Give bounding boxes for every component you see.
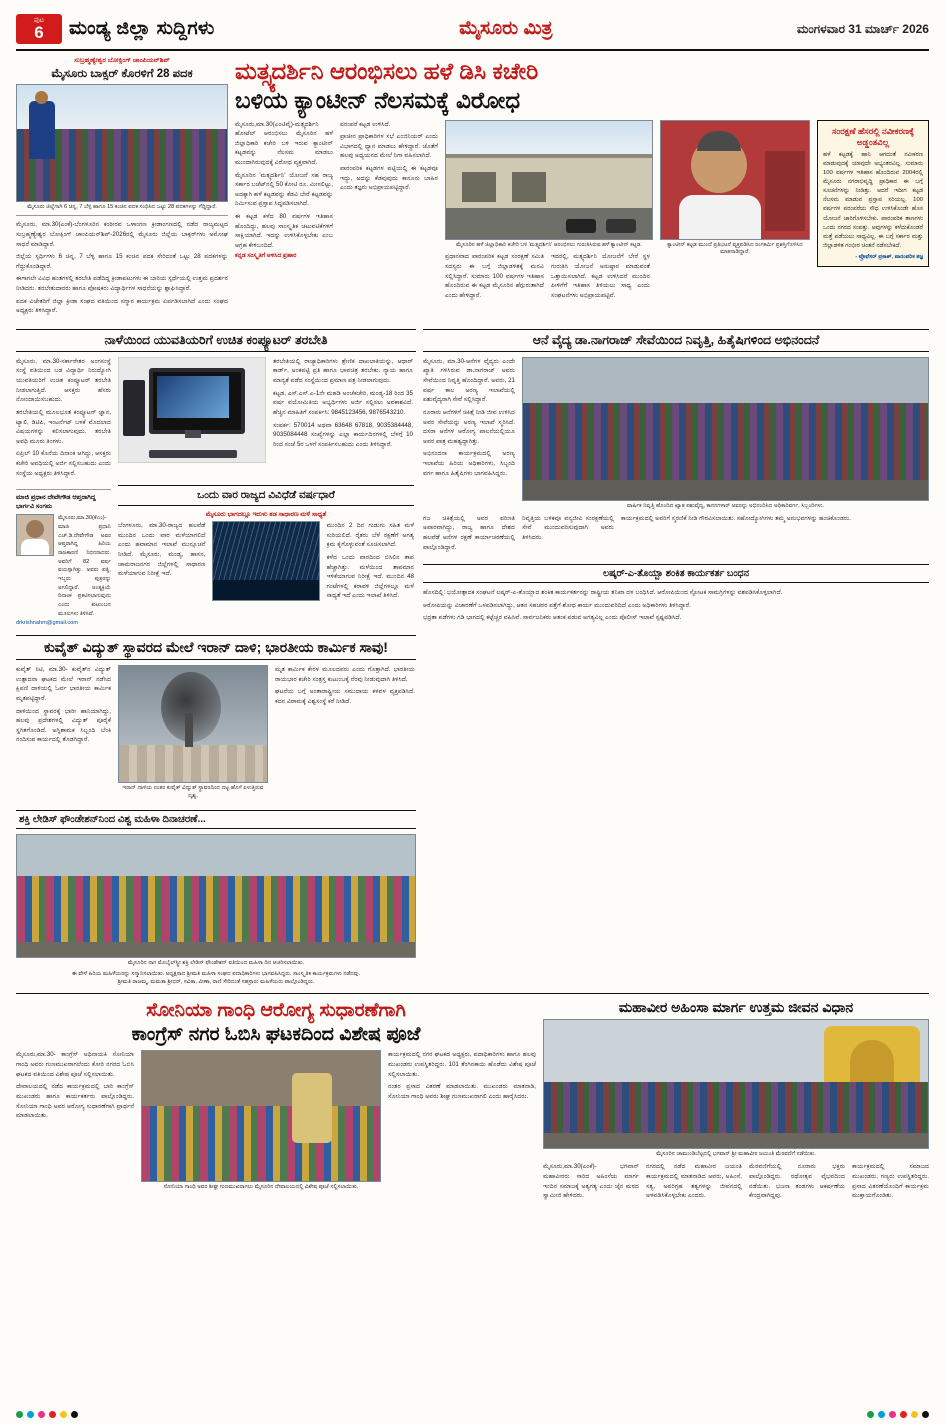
color-dots-right (867, 1411, 929, 1418)
band1-headers (16, 324, 929, 357)
registration-dot (922, 1411, 929, 1418)
lashkar-title: ಲಷ್ಕರ್-ಎ-ತೊಯ್ಬಾ ಶಂಕಿತ ಕಾರ್ಯಕರ್ತ ಬಂಧನ (423, 564, 929, 583)
registration-dot (16, 1411, 23, 1418)
lashkar-story (423, 559, 929, 626)
sonia-title-1: ಸೋನಿಯಾ ಗಾಂಧಿ ಆರೋಗ್ಯ ಸುಧಾರಣೆಗಾಗಿ (146, 999, 406, 1021)
rain-col-1: ಬೆಂಗಳೂರು, ಮಾ.30-ರಾಜ್ಯದ ಹಲವೆಡೆ ಮುಂದಿನ ಒಂದು ವಾರ ಮಳೆಯಾಗಲಿದೆ ಎಂದು ಹವಾಮಾನ ಇಲಾಖೆ ಮುನ್ಸೂಚನೆ ನೀಡಿದೆ. ಮೈಸೂರು, ಮಂಡ್ಯ, ಹಾಸನ, ಚಾಮರಾಜನಗರ ಜಿಲ್ಲೆಗಳಲ್ಲಿ ಸಾಧಾರಣ ಮಳೆಯಾಗುವ ನಿರೀಕ್ಷೆ ಇದೆ. (118, 522, 206, 578)
obituary-block (16, 485, 111, 626)
registration-dot (27, 1411, 34, 1418)
main-story-columns (235, 120, 929, 304)
lead-body: ಮೈಸೂರು, ಮಾ.30(ಎಂಕೆ)-ಬೆಂಗಳೂರಿನ ಕಂಠೀರವ ಒಳಾಂಗಣ ಕ್ರೀಡಾಂಗಣದಲ್ಲಿ ನಡೆದ ರಾಜ್ಯಮಟ್ಟದ ಸುಬ್ರಹ್ಮಣ್ಯೇಶ್ವರ ಬೋಕ್ಸಿಂಗ್ ಚಾಂಪಿಯನ್‌ಶಿಪ್-2026ರಲ್ಲಿ ಮೈಸೂರು ಜಿಲ್ಲೆಯ ಬಾಕ್ಸರ್‌ಗಳು ಅಮೋಘ ಸಾಧನೆ ಮಾಡಿದ್ದಾರೆ. ಜಿಲ್ಲೆಯ ಸ್ಪರ್ಧಿಗಳು 6 ಚಿನ್ನ, 7 ಬೆಳ್ಳಿ ಹಾಗೂ 15 ಕಂಚಿನ ಪದಕ ಸೇರಿದಂತೆ ಒಟ್ಟು 28 ಪದಕಗಳನ್ನು ಗೆದ್ದುಕೊಂಡಿದ್ದಾರೆ. ಈಗಾಗಲೇ ವಿವಿಧ ಹಂತಗಳಲ್ಲಿ ತರಬೇತಿ ಪಡೆದಿದ್ದ ಕ್ರೀಡಾಪಟುಗಳು ಈ ಬಾರಿಯ ಸ್ಪರ್ಧೆಯಲ್ಲಿ ಉತ್ತಮ ಪ್ರದರ್ಶನ ನೀಡಿದರು. ತರಬೇತುದಾರರು ಹಾಗೂ ಪೋಷಕರು ವಿದ್ಯಾರ್ಥಿಗಳ ಸಾಧನೆಯನ್ನು ಶ್ಲಾಘಿಸಿದ್ದಾರೆ. ಪದಕ ವಿಜೇತರಿಗೆ ಜಿಲ್ಲಾ ಕ್ರೀಡಾ ಸಂಘದ ವತಿಯಿಂದ ಸನ್ಮಾನ ಕಾರ್ಯಕ್ರಮ ಏರ್ಪಡಿಸಲಾಗಿದೆ ಎಂದು ಸಂಘದ ಅಧ್ಯಕ್ಷರು ತಿಳಿಸಿದ್ದಾರೆ. (16, 221, 228, 315)
main-col-4: ಇದರಲ್ಲಿ, ಮತ್ಸ್ಯದರ್ಶಿನಿ ಯೋಜನೆಗೆ ಬೇರೆ ಸ್ಥಳ ಗುರುತಿಸಿ ಯೋಜನೆ ಅನುಷ್ಠಾನ ಮಾಡುವಂತೆ ಒತ್ತಾಯಿಸಲಾಗಿದೆ. ಕಟ್ಟಡ ಉಳಿಸಿದರೆ ಮುಂದಿನ ಪೀಳಿಗೆಗೆ ಇತಿಹಾಸ ತಿಳಿಯಲು ಸಾಧ್ಯ ಎಂದು ಸಂಘಟನೆಗಳು ಅಭಿಪ್ರಾಯಪಟ್ಟಿವೆ. (551, 253, 650, 299)
masthead-left (16, 14, 215, 44)
kuwait-photo-block (118, 665, 268, 801)
registration-dot (71, 1411, 78, 1418)
kuwait-story (16, 630, 416, 801)
lead-kicker: ಸುಬ್ರಹ್ಮಣ್ಯೇಶ್ವರ ಬೋಕ್ಸಿಂಗ್ ಚಾಂಪಿಯನ್‌ಶಿಪ್ (74, 57, 170, 64)
rain-story (118, 485, 414, 626)
kuwait-photo-caption: ಇರಾನ್ ದಾಳಿಯ ನಂತರ ಕುವೈತ್ ವಿದ್ಯುತ್ ಸ್ಥಾವರದಿಂದ ದಟ್ಟ ಹೊಗೆ ಏಳುತ್ತಿರುವ ದೃಶ್ಯ. (122, 785, 264, 800)
registration-dot (38, 1411, 45, 1418)
kuwait-col-1: ಕುವೈತ್ ಸಿಟಿ, ಮಾ.30- ಕುವೈತ್‌ನ ವಿದ್ಯುತ್ ಉತ್ಪಾದನಾ ಘಟಕದ ಮೇಲೆ ಇರಾನ್ ನಡೆಸಿದ ಕ್ಷಿಪಣಿ ದಾಳಿಯಲ್ಲಿ ಓರ್ವ ಭಾರತೀಯ ಕಾರ್ಮಿಕ ಮೃತಪಟ್ಟಿದ್ದಾರೆ. ದಾಳಿಯಿಂದ ಸ್ಥಾವರಕ್ಕೆ ಭಾರೀ ಹಾನಿಯಾಗಿದ್ದು, ಹಲವು ಪ್ರದೇಶಗಳಲ್ಲಿ ವಿದ್ಯುತ್ ಪೂರೈಕೆ ಸ್ಥಗಿತಗೊಂಡಿದೆ. ಅಗ್ನಿಶಾಮಕ ಸಿಬ್ಬಂದಿ ಬೆಂಕಿ ನಂದಿಸುವ ಕಾರ್ಯದಲ್ಲಿ ತೊಡಗಿದ್ದಾರೆ. (16, 666, 111, 744)
registration-dot (878, 1411, 885, 1418)
sidebar-body: ಹಳೆ ಕಟ್ಟಡಕ್ಕೆ ಹಾನಿ ಆಗದಂತೆ ನವೀಕರಣ ಮಾಡುವುದಕ್ಕೆ ಯಾವುದೇ ಅಭ್ಯಂತರವಿಲ್ಲ. ಸುಮಾರು 100 ವರ್ಷಗಳ ಇತಿಹಾಸ ಹೊಂದಿರುವ 2004ರಲ್ಲಿ ಮೈಸೂರು ನಗರಾಭಿವೃದ್ಧಿ ಪ್ರಾಧಿಕಾರ ಈ ಬಗ್ಗೆ ಸೂಚನೆಗಳನ್ನು ನೀಡಿತ್ತು. ಆದರೆ ಇದೀಗ ಕಟ್ಟಡ ನೆಲಸಮ ಮಾಡುವ ಪ್ರಸ್ತಾಪ ಸರಿಯಲ್ಲ. 100 ವರ್ಷಗಳ ಪರಂಪರೆಯ ಸೌಧ ಉಳಿಸಿಕೊಂಡೇ ಹೊಸ ಯೋಜನೆ ಜಾರಿಗೊಳಿಸಬೇಕು. ಪಾರಂಪರಿಕ ತಾಣಗಳು ಒಂದು ನಗರದ ಸಂಪತ್ತು. ಅವುಗಳನ್ನು ಕಳೆದುಕೊಂಡರೆ ಮತ್ತೆ ಪಡೆಯಲು ಸಾಧ್ಯವಿಲ್ಲ. ಈ ಬಗ್ಗೆ ಸರ್ಕಾರ ಮತ್ತು ಜಿಲ್ಲಾಡಳಿತ ಗಂಭೀರ ಚಿಂತನೆ ನಡೆಸಬೇಕಿದೆ. (823, 151, 923, 249)
mahaveer-caption: ಮೈಸೂರಿನ ಚಾಮುಂಡಿಬೆಟ್ಟದಲ್ಲಿ ಭಗವಾನ್ ಶ್ರೀ ಮಹಾವೀರ ಜಯಂತಿ ಮೆರವಣಿಗೆ ನಡೆಯಿತು. (656, 1151, 816, 1158)
sonia-caption: ಸೋನಿಯಾ ಗಾಂಧಿ ಅವರ ಶೀಘ್ರ ಗುಣಮುಖರಾಗಲು ಮೈಸೂರಿನ ದೇವಾಲಯದಲ್ಲಿ ವಿಶೇಷ ಪೂಜೆ ಸಲ್ಲಿಸಲಾಯಿತು. (163, 1184, 359, 1191)
sonia-col-2: ಕಾರ್ಯಕ್ರಮದಲ್ಲಿ ನಗರ ಘಟಕದ ಅಧ್ಯಕ್ಷರು, ಪದಾಧಿಕಾರಿಗಳು ಹಾಗೂ ಹಲವು ಮುಖಂಡರು ಉಪಸ್ಥಿತರಿದ್ದರು. 101 ತೆಂಗಿನಕಾಯಿ ಹೊಡೆದು ವಿಶೇಷ ಪೂಜೆ ಸಲ್ಲಿಸಲಾಯಿತು. ನಂತರ ಪ್ರಸಾದ ವಿತರಣೆ ಮಾಡಲಾಯಿತು. ಮುಖಂಡರು ಮಾತನಾಡಿ, ಸೋನಿಯಾ ಗಾಂಧಿ ಅವರು ಶೀಘ್ರ ಗುಣಮುಖರಾಗಲಿ ಎಂದು ಹಾರೈಸಿದರು. (388, 1051, 536, 1100)
main-headline-2: ಬಳಿಯ ಕ್ಯಾಂಟೀನ್ ನೆಲಸಮಕ್ಕೆ ವಿರೋಧ (235, 86, 521, 113)
main-right-block (660, 120, 810, 304)
sidebar-title: ಸಂರಕ್ಷಣೆ ಹೆಸರಲ್ಲಿ ನವೀಕರಣಕ್ಕೆ ಅಡ್ಡಂತವಿಲ್ಲ (832, 125, 914, 147)
computer-col-1: ಮೈಸೂರು, ಮಾ.30-ಸರ್ಕಾರೇತರ ಅಂಗಸಂಸ್ಥೆ ಸಂಸ್ಥೆ ವತಿಯಿಂದ ಬಡ ವಿದ್ಯಾರ್ಥಿ ನಿರುದ್ಯೋಗಿ ಯುವತಿಯರಿಗೆ ಉಚಿತ ಕಂಪ್ಯೂಟರ್ ತರಬೇತಿ ನೀಡಲಾಗುತ್ತಿದೆ. ಆಸಕ್ತರು ಹೆಸರು ನೋಂದಾಯಿಸಬಹುದು. ತರಬೇತಿಯಲ್ಲಿ ಮೂಲಭೂತ ಕಂಪ್ಯೂಟರ್ ಜ್ಞಾನ, ಟ್ಯಾಲಿ, ಡಿಟಿಪಿ, ಇಂಟರ್ನೆಟ್ ಬಳಕೆ ಮೊದಲಾದ ವಿಷಯಗಳನ್ನು ಕಲಿಸಲಾಗುವುದು. ತರಬೇತಿ ಅವಧಿ ಮೂರು ತಿಂಗಳು. ಏಪ್ರಿಲ್ 10 ಕೊನೆಯ ದಿನಾಂಕ ಆಗಿದ್ದು, ಆಸಕ್ತರು ಕಚೇರಿ ಅವಧಿಯಲ್ಲಿ ಅರ್ಜಿ ಸಲ್ಲಿಸಬಹುದು ಎಂದು ಸಂಸ್ಥೆಯ ಅಧ್ಯಕ್ಷರು ತಿಳಿಸಿದ್ದಾರೆ. (16, 357, 111, 477)
main-col-3: ಪ್ರಧಾನವಾದ ಪಾರಂಪರಿಕ ಕಟ್ಟಡ ಸಂರಕ್ಷಣೆ ಸಮಿತಿ ಸದಸ್ಯರು ಈ ಬಗ್ಗೆ ಜಿಲ್ಲಾಡಳಿತಕ್ಕೆ ಮನವಿ ಸಲ್ಲಿಸಿದ್ದಾರೆ. ಸುಮಾರು 100 ವರ್ಷಗಳ ಇತಿಹಾಸ ಹೊಂದಿರುವ ಈ ಕಟ್ಟಡ ಮೈಸೂರಿನ ಹೆಗ್ಗುರುತಾಗಿದೆ ಎಂದು ಹೇಳಿದ್ದಾರೆ. (445, 253, 544, 299)
canteen-photo-caption: ಮೈಸೂರಿನ ಹಳೆ ಜಿಲ್ಲಾಧಿಕಾರಿ ಕಚೇರಿ ಬಳಿ 'ಮತ್ಸ್ಯದರ್ಶಿನಿ' ಆರಂಭಿಸಲು ಗುರುತಿಸಿರುವ ಹಳೆ ಕ್ಯಾಂಟೀನ್ ಕಟ್ಟಡ. (456, 241, 642, 248)
sonia-photo-block (141, 1050, 381, 1192)
elephant-vet-group-photo (522, 357, 929, 501)
bottom-section (16, 999, 929, 1204)
sonia-title-2: ಕಾಂಗ್ರೆಸ್ ನಗರ ಓಬಿಸಿ ಘಟಕದಿಂದ ವಿಶೇಷ ಪೂಜೆ (131, 1023, 421, 1045)
mahaveer-col-1: ಮೈಸೂರು,ಮಾ.30(ಎಂಕೆ)- ಭಗವಾನ್ ಮಹಾವೀರರು ಸಾರಿದ ಅಹಿಂಸೆಯ ಮಾರ್ಗ ಇಂದಿನ ಸಮಾಜಕ್ಕೆ ಅತ್ಯಗತ್ಯ ಎಂದು ಜೈನ ಮಠದ ಸ್ವಾಮೀಜಿ ಹೇಳಿದರು. (543, 1163, 639, 1200)
ladies-title: ಶಕ್ತಿ ಲೇಡಿಸ್ ಫೌಂಡೇಶನ್‌ನಿಂದ ವಿಶ್ವ ಮಹಿಳಾ ದಿನಾಚರಣೆ... (16, 810, 416, 829)
main-center-block (445, 120, 653, 304)
ladies-group-photo (16, 834, 416, 958)
computer-col-2: ತರಬೇತಿಯಲ್ಲಿ ರಾಜ್ಯಾಧಿಕಾರಿಗಳು ಶ್ರೇಣಿಕ ದಾಖಲಾತಿಯನ್ನು, ಆಧಾರ್ ಕಾರ್ಡ್, ಅಂಕಪಟ್ಟಿ ಪ್ರತಿ ಹಾಗೂ ಭಾವಚಿತ್ರ ತರಬೇಕು. ನ್ಯಾಯ ಹಾಗೂ ಮಾನ್ಯತೆ ಪಡೆದ ಸಂಸ್ಥೆಯಿಂದ ಪ್ರಮಾಣ ಪತ್ರ ನೀಡಲಾಗುವುದು. ಕಟ್ಟಡ, ಎಸ್.ಎಸ್.ಎ-1ನೇ ಮಹಡಿ ಅಂಚೆಕಚೇರಿ, ಮಂಡ್ಯ-18 ರಿಂದ 35 ವರ್ಷ ವಯೋಮಿತಿಯ ಅಭ್ಯರ್ಥಿಗಳು ಅರ್ಜಿ ಸಲ್ಲಿಸಲು ಅವಕಾಶವಿದೆ. ಹೆಚ್ಚಿನ ಮಾಹಿತಿಗೆ ಸಂಪರ್ಕಿಸಿ: 9845123456, 9876543210. ಸಂಪರ್ಕ: 570014 ಅಥವಾ 63648 67818, 9035384448, 9035084448 ಸಂಖ್ಯೆಗಳನ್ನು ಎಲ್ಲಾ ಕಾರ್ಯದಿನಗಳಲ್ಲಿ ಬೆಳಗ್ಗೆ 10 ರಿಂದ ಸಂಜೆ 5ರ ಒಳಗೆ ಸಂಪರ್ಕಿಸಬಹುದು ಎಂದು ತಿಳಿಸಿದ್ದಾರೆ. (273, 357, 413, 448)
registration-dot (889, 1411, 896, 1418)
desktop-computer-photo (118, 357, 266, 463)
rain-subtitle: ಮೈಸೂರು ಭಾಗದಲ್ಲೂ ಇರುಳು ತಡ ಸಾಧಾರಣ ಮಳೆ ಸಾಧ್ಯತೆ (205, 511, 327, 519)
lead-photo (16, 84, 228, 202)
main-headline-1: ಮತ್ಸ್ಯದರ್ಶಿನಿ ಆರಂಭಿಸಲು ಹಳೆ ಡಿಸಿ ಕಚೇರಿ (235, 58, 539, 84)
elephant-col-1: ಮೈಸೂರು, ಮಾ.30-ಆನೆಗಳ ವೈದ್ಯರು ಎಂದೇ ಖ್ಯಾತಿ ಗಳಿಸಿರುವ ಡಾ.ನಾಗರಾಜ್ ಅವರು ಸೇವೆಯಿಂದ ನಿವೃತ್ತಿ ಹೊಂದಿದ್ದಾರೆ. ಅವರು, 21 ವರ್ಷ ಕಾಲ ಅರಣ್ಯ ಇಲಾಖೆಯಲ್ಲಿ ಪಶುವೈದ್ಯರಾಗಿ ಸೇವೆ ಸಲ್ಲಿಸಿದ್ದಾರೆ. ನೂರಾರು ಆನೆಗಳಿಗೆ ಚಿಕಿತ್ಸೆ ನೀಡಿ ಜೀವ ಉಳಿಸಿದ ಅವರ ಸೇವೆಯನ್ನು ಅರಣ್ಯ ಇಲಾಖೆ ಸ್ಮರಿಸಿದೆ. ದಸರಾ ಆನೆಗಳ ಆರೋಗ್ಯ ಪಾಲನೆಯಲ್ಲಿಯೂ ಅವರ ಪಾತ್ರ ಮಹತ್ವದ್ದಾಗಿತ್ತು. ಅಭಿನಂದನಾ ಕಾರ್ಯಕ್ರಮದಲ್ಲಿ ಅರಣ್ಯ ಇಲಾಖೆಯ ಹಿರಿಯ ಅಧಿಕಾರಿಗಳು, ಸಿಬ್ಬಂದಿ ವರ್ಗ ಹಾಗೂ ಹಿತೈಷಿಗಳು ಭಾಗವಹಿಸಿದ್ದರು. (423, 357, 515, 477)
paper-name: ಮೈಸೂರು ಮಿತ್ರ (459, 18, 553, 39)
page-label: ಪುಟ (33, 17, 45, 24)
rain-title: ಒಂದು ವಾರ ರಾಜ್ಯದ ವಿವಿಧೆಡೆ ವರ್ಷಧಾರೆ (118, 485, 414, 506)
elephant-col-2: ಗಜ ಚಿಕಿತ್ಸೆಯಲ್ಲಿ ಅವರ ಪರಿಣತಿ ಅಪಾರವಾಗಿದ್ದು, ರಾಜ್ಯ ಹಾಗೂ ದೇಶದ ಹಲವೆಡೆ ಆನೆಗಳ ರಕ್ಷಣೆ ಕಾರ್ಯಾಚರಣೆಯಲ್ಲಿ ಪಾಲ್ಗೊಂಡಿದ್ದಾರೆ. (423, 514, 515, 551)
activist-photo-caption: ಕ್ಯಾಂಟೀನ್ ಕಟ್ಟಡ ಮುಂದೆ ಪ್ರತಿಭಟನೆ ವ್ಯಕ್ತಪಡಿಸಿದ ರಂಗಕರ್ಮಿ ಪ್ರಶಸ್ತಿಗೊಳಿಸಿದ ಮಾತನಾಡಿದ್ದಾರೆ. (667, 241, 803, 256)
computer-photo-block (118, 357, 266, 481)
sonia-story (16, 999, 536, 1204)
mahaveer-title: ಮಹಾವೀರ ಅಹಿಂಸಾ ಮಾರ್ಗ ಉತ್ತಮ ಜೀವನ ವಿಧಾನ (618, 998, 854, 1015)
elephant-col-3: ನಿವೃತ್ತಿಯ ಬಳಿಕವೂ ವನ್ಯಜೀವಿ ಸಂರಕ್ಷಣೆಯಲ್ಲಿ ಸೇವೆ ಮುಂದುವರಿಸುವುದಾಗಿ ಅವರು ತಿಳಿಸಿದರು. (522, 514, 614, 541)
computer-training-title: ನಾಳೆಯಿಂದ ಯುವತಿಯರಿಗೆ ಉಚಿತ ಕಂಪ್ಯೂಟರ್ ತರಬೇತಿ (16, 329, 416, 352)
band1-content (16, 357, 929, 987)
sidebar-signature: - ಪ್ರೊಫೆಸರ್ ಪ್ರಕಾಶ್, ಪಾರಂಪರಿಕ ತಜ್ಞ (855, 254, 923, 261)
ladies-names: ಶ್ರೀಮತಿ ರಾಜಮ್ಮ, ಮಮತಾ ಶ್ರೀಧರ್, ಸವಿತಾ, ವೀಣಾ, ರಾಣಿ ಸೇರಿದಂತೆ ಸಹಸ್ರಾರು ಮಹಿಳೆಯರು ಪಾಲ್ಗೊಂಡಿದ್ದರು. (117, 979, 315, 986)
main-col-1: ಮೈಸೂರು,ಮಾ.30(ಎಂಟಿವೈ)-ಮತ್ಸ್ಯದರ್ಶಿನಿ ಹೋಟೆಲ್ ಆರಂಭಿಸಲು ಮೈಸೂರಿನ ಹಳೆ ಜಿಲ್ಲಾಧಿಕಾರಿ ಕಚೇರಿ ಬಳಿ ಇರುವ ಕ್ಯಾಂಟೀನ್ ಕಟ್ಟಡವನ್ನು ನೆಲಸಮ ಮಾಡಲು ಮುಂದಾಗಿರುವುದಕ್ಕೆ ವಿರೋಧ ವ್ಯಕ್ತವಾಗಿದೆ. ಮೈಸೂರಿನ 'ಮತ್ಸ್ಯದರ್ಶಿನಿ' ಯೋಜನೆ ಸಹ ರಾಜ್ಯ ಸರ್ಕಾರ ಬಜೆಟ್‌ನಲ್ಲಿ 50 ಕೋಟಿ ರೂ. ಮೀಸಲಿಟ್ಟು, ಅದಕ್ಕಾಗಿ ಹಳೆ ಕಟ್ಟಡವನ್ನು ಕೆಡವಿ ಬೇರೆ ಕಟ್ಟಡವನ್ನು ನಿರ್ಮಿಸುವ ಪ್ರಸ್ತಾಪ ಸಿದ್ಧಪಡಿಸಲಾಗಿದೆ. ಈ ಕಟ್ಟಡ ಕಳೆದ 80 ವರ್ಷಗಳ ಇತಿಹಾಸ ಹೊಂದಿದ್ದು, ಹಲವು ಸಾಂಸ್ಕೃತಿಕ ಚಟುವಟಿಕೆಗಳಿಗೆ ಸಾಕ್ಷಿಯಾಗಿದೆ. ಇದನ್ನು ಉಳಿಸಿಕೊಳ್ಳಬೇಕು ಎಂಬ ಆಗ್ರಹ ಕೇಳಿಬಂದಿದೆ. ಕನ್ನಡ ಸಂಸ್ಕೃತಿಗೆ ಅಳಿಸಿದ ಪ್ರಹಾರ (235, 120, 333, 260)
ladies-caption: ಮೈಸೂರಿನ ನಾಗ ಮೊಬೈಲ್‌ಸ್ಟ್ರೀ ಶಕ್ತಿ ಲೇಡಿಸ್ ಫೌಂಡೇಶನ್ ವತಿಯಿಂದ ಮಹಿಳಾ ದಿನ ಆಚರಿಸಲಾಯಿತು. (127, 959, 305, 966)
ladies-story (16, 805, 416, 987)
kuwait-title: ಕುವೈತ್ ವಿದ್ಯುತ್ ಸ್ಥಾವರದ ಮೇಲೆ ಇರಾನ್ ದಾಳಿ; ಭಾರತೀಯ ಕಾರ್ಮಿಕ ಸಾವು! (16, 635, 416, 660)
sonia-col-1: ಮೈಸೂರು,ಮಾ.30- ಕಾಂಗ್ರೆಸ್ ಅಧಿನಾಯಕಿ ಸೋನಿಯಾ ಗಾಂಧಿ ಅವರು ಗುಣಮುಖರಾಗಲೆಂದು ಕೋರಿ ನಗರದ ಓಬಿಸಿ ಘಟಕದ ವತಿಯಿಂದ ವಿಶೇಷ ಪೂಜೆ ಸಲ್ಲಿಸಲಾಯಿತು. ದೇವಾಲಯದಲ್ಲಿ ನಡೆದ ಕಾರ್ಯಕ್ರಮದಲ್ಲಿ ಬಾರಿ ಕಾಂಗ್ರೆಸ್ ಮುಖಂಡರು ಹಾಗೂ ಕಾರ್ಯಕರ್ತರು ಪಾಲ್ಗೊಂಡಿದ್ದರು. ಸೋನಿಯಾ ಗಾಂಧಿ ಅವರ ಆರೋಗ್ಯ ಸುಧಾರಣೆಗಾಗಿ ಪ್ರಾರ್ಥನೆ ಮಾಡಲಾಯಿತು. (16, 1051, 134, 1120)
lashkar-body: ಹೊಸದಿಲ್ಲಿ: ಭಯೋತ್ಪಾದಕ ಸಂಘಟನೆ ಲಷ್ಕರ್-ಎ-ತೊಯ್ಬಾದ ಶಂಕಿತ ಕಾರ್ಯಕರ್ತನನ್ನು ರಾಷ್ಟ್ರೀಯ ತನಿಖಾ ದಳ ಬಂಧಿಸಿದೆ. ಆರೋಪಿಯಿಂದ ಸ್ಫೋಟಕ ಸಾಮಗ್ರಿಗಳನ್ನು ವಶಪಡಿಸಿಕೊಳ್ಳಲಾಗಿದೆ. ಆರೋಪಿಯನ್ನು ವಿಚಾರಣೆಗೆ ಒಳಪಡಿಸಲಾಗಿದ್ದು, ಆತನ ಸಹಚರರ ಪತ್ತೆಗೆ ಶೋಧ ಕಾರ್ಯ ಮುಂದುವರಿದಿದೆ ಎಂದು ಅಧಿಕಾರಿಗಳು ತಿಳಿಸಿದ್ದಾರೆ. ಭದ್ರತಾ ಪಡೆಗಳು ಗಡಿ ಭಾಗದಲ್ಲಿ ಕಟ್ಟೆಚ್ಚರ ವಹಿಸಿವೆ. ಸಾರ್ವಜನಿಕರು ಆತಂಕ ಪಡುವ ಅಗತ್ಯವಿಲ್ಲ ಎಂದು ಪೊಲೀಸ್ ಇಲಾಖೆ ಸ್ಪಷ್ಟಪಡಿಸಿದೆ. (423, 589, 783, 622)
obituary-portrait (16, 514, 54, 556)
ladies-subcaption: ಈ ವೇಳೆ ಹಿರಿಯ ಮಹಿಳೆಯರನ್ನು ಸನ್ಮಾನಿಸಲಾಯಿತು. ಅಧ್ಯಕ್ಷರಾದ ಶ್ರೀಮತಿ ಮಹಿಳಾ ಸಂಘದ ಪದಾಧಿಕಾರಿಗಳು ಭಾಗವಹಿಸಿದ್ದರು. ಸಾಂಸ್ಕೃತಿಕ ಕಾರ್ಯಕ್ರಮಗಳು ನಡೆದವು. (71, 970, 361, 977)
top-section (16, 57, 929, 319)
kuwait-explosion-photo (118, 665, 268, 783)
mahaveer-procession-photo (543, 1019, 929, 1149)
elephant-photo-caption: ವಾರ್ಷಿಕ ನಿವೃತ್ತಿ ಹೊಂದಿದ ಖ್ಯಾತ ಪಶುವೈದ್ಯ, ಕಾನನಗಳಾರ್ ಅವರನ್ನು ಅಭಿನಂದಿಸಿದ ಅಧಿಕಾರಿವರ್ಗ, ಸಿಬ್ಬಂದಿಗಳು. (626, 502, 825, 509)
section-title: ಮಂಡ್ಯ ಜಿಲ್ಲಾ ಸುದ್ದಿಗಳು (69, 18, 215, 39)
right-band (423, 357, 929, 987)
kuwait-col-2: ಮೃತ ಕಾರ್ಮಿಕ ಕೇರಳ ಮೂಲದವರು ಎಂದು ಗೊತ್ತಾಗಿದೆ. ಭಾರತೀಯ ರಾಯಭಾರ ಕಚೇರಿ ಸಂತ್ರಸ್ತ ಕುಟುಂಬಕ್ಕೆ ನೆರವು ನೀಡುವುದಾಗಿ ತಿಳಿಸಿದೆ. ಘಟನೆಯ ಬಗ್ಗೆ ಅಂತಾರಾಷ್ಟ್ರೀಯ ಸಮುದಾಯ ಕಳವಳ ವ್ಯಕ್ತಪಡಿಸಿದೆ. ಕದನ ವಿರಾಮಕ್ಕೆ ವಿಶ್ವಸಂಸ್ಥೆ ಕರೆ ನೀಡಿದೆ. (275, 666, 415, 706)
rain-col-2: ಮುಂದಿನ 2 ದಿನ ಗುಡುಗು ಸಹಿತ ಮಳೆ ಸುರಿಯಲಿದೆ. ರೈತರು ಬೆಳೆ ರಕ್ಷಣೆಗೆ ಅಗತ್ಯ ಕ್ರಮ ಕೈಗೊಳ್ಳುವಂತೆ ಸೂಚಿಸಲಾಗಿದೆ. ಕಳೆದ ಒಂದು ವಾರದಿಂದ ಬಿಸಿಲಿನ ತಾಪ ಹೆಚ್ಚಾಗಿತ್ತು. ಮಳೆಯಿಂದ ತಾಪಮಾನ ಇಳಿಕೆಯಾಗುವ ನಿರೀಕ್ಷೆ ಇದೆ. ಮುಂದಿನ 48 ಗಂಟೆಗಳಲ್ಲಿ ಕರಾವಳಿ ಜಿಲ್ಲೆಗಳಲ್ಲೂ ಮಳೆ ಸಾಧ್ಯತೆ ಇದೆ ಎಂದು ಇಲಾಖೆ ತಿಳಿಸಿದೆ. (326, 522, 414, 600)
main-story (235, 57, 929, 319)
mahaveer-story (543, 999, 929, 1204)
footer-registration-marks (16, 1411, 929, 1418)
registration-dot (867, 1411, 874, 1418)
lead-story (16, 57, 228, 319)
lead-photo-caption: ಮೈಸೂರು ಜಿಲ್ಲೆಗಾಗಿ 6 ಚಿನ್ನ, 7 ಬೆಳ್ಳಿ ಹಾಗೂ 15 ಕಂಚಿನ ಪದಕ ಸಂಧಿಸಿದ ಒಟ್ಟು 28 ಪದಕಗಳನ್ನು ಗೆದ್ದಿದ್ದಾರೆ. (27, 203, 217, 210)
obituary-title: ಮಾಜಿ ಪ್ರಧಾನ ದೇವೇಗೌಡ ಆಪ್ತರಾಗಿದ್ದ ಭಾರ್ಗವಿ ಸಂಗಮ (16, 494, 96, 510)
obituary-email: drkrishnahm@gmail.com (16, 620, 78, 627)
registration-dot (900, 1411, 907, 1418)
mahaveer-col-4: ಕಾರ್ಯಕ್ರಮದಲ್ಲಿ ಸಮಾಜದ ಮುಖಂಡರು, ಗಣ್ಯರು ಉಪಸ್ಥಿತರಿದ್ದರು. ಪ್ರಸಾದ ವಿತರಣೆಯೊಂದಿಗೆ ಕಾರ್ಯಕ್ರಮ ಮುಕ್ತಾಯಗೊಂಡಿತು. (852, 1163, 929, 1200)
activist-photo (660, 120, 810, 240)
obituary-body: ಮೈಸೂರು,ಮಾ.30(ಕೆಎಂ)-ಮಾಜಿ ಪ್ರಧಾನಿ ಎಚ್.ಡಿ.ದೇವೇಗೌಡ ಅವರ ಆಪ್ತರಾಗಿದ್ದ ಹಿರಿಯ ರಾಜಕಾರಣಿ ನಿಧನರಾದರು. ಅವರಿಗೆ 82 ವರ್ಷ ವಯಸ್ಸಾಗಿತ್ತು. ಅವರು ಪತ್ನಿ, ಇಬ್ಬರು ಪುತ್ರರನ್ನು ಅಗಲಿದ್ದಾರೆ. ಅಂತ್ಯಕ್ರಿಯೆ ದಿನಾಂಕ ಪ್ರಕಟಿಸಲಾಗುವುದು ಎಂದು ಕುಟುಂಬದ ಮೂಲಗಳು ತಿಳಿಸಿವೆ. (58, 515, 111, 617)
main-byline: ಕನ್ನಡ ಸಂಸ್ಕೃತಿಗೆ ಅಳಿಸಿದ ಪ್ರಹಾರ (235, 253, 297, 260)
elephant-doctor-title: ಆನೆ ವೈದ್ಯ ಡಾ.ನಾಗರಾಜ್ ಸೇವೆಯಿಂದ ನಿವೃತ್ತಿ, ಹಿತೈಷಿಗಳಿಂದ ಅಭಿನಂದನೆ (423, 329, 929, 352)
page-number-badge (16, 14, 62, 44)
registration-dot (60, 1411, 67, 1418)
masthead (16, 14, 929, 51)
page-number: 6 (34, 23, 44, 42)
band1-left-header (16, 324, 416, 357)
sidebar-opinion (817, 120, 929, 304)
registration-dot (49, 1411, 56, 1418)
main-col-2: ಪರಂಪರೆ ಕಟ್ಟಡ ಉಳಿಸಿದೆ. ಪ್ರಾಚೀನ ಪ್ರಾಧಿಕಾರಿಗಳ ಸಭೆ ಎಂಜಿನಿಯರ್ ಎಂದು ವಿಭಾಗದಲ್ಲಿ ಧ್ಯಾನ ಮಾಡಲು ಹೇಳಿದ್ದಾರೆ. ಜೊತೆಗೆ ಹಲವು ಅಧ್ಯಯನದ ಮೇಲೆ ನಿಗಾ ವಹಿಸಲಾಗಿದೆ. ಪಾರಂಪರಿಕ ಕಟ್ಟಡಗಳ ಪಟ್ಟಿಯಲ್ಲಿ ಈ ಕಟ್ಟಡವೂ ಇದ್ದು, ಅದನ್ನು ಕೆಡವುವುದು ಕಾನೂನು ಬಾಹಿರ ಎಂದು ತಜ್ಞರು ಅಭಿಪ್ರಾಯಪಟ್ಟಿದ್ದಾರೆ. (340, 120, 438, 192)
sonia-puja-photo (141, 1050, 381, 1182)
band1-right-header (423, 324, 929, 357)
registration-dot (911, 1411, 918, 1418)
color-dots-left (16, 1411, 78, 1418)
mahaveer-col-2: ನಗರದಲ್ಲಿ ನಡೆದ ಮಹಾವೀರ ಜಯಂತಿ ಕಾರ್ಯಕ್ರಮದಲ್ಲಿ ಮಾತನಾಡಿದ ಅವರು, ಅಹಿಂಸೆ, ಸತ್ಯ, ಅಪರಿಗ್ರಹ ತತ್ವಗಳನ್ನು ಜೀವನದಲ್ಲಿ ಅಳವಡಿಸಿಕೊಳ್ಳಬೇಕು ಎಂದರು. (646, 1163, 742, 1200)
canteen-photo (445, 120, 653, 240)
rain-photo-block (212, 521, 319, 604)
lead-headline: ಮೈಸೂರು ಬಾಕ್ಸರ್ ಕೊರಳಿಗೆ 28 ಪದಕ (51, 67, 193, 80)
elephant-photo-block (522, 357, 929, 511)
issue-date: ಮಂಗಳವಾರ 31 ಮಾರ್ಚ್ 2026 (796, 21, 929, 36)
mahaveer-col-3: ಮೆರವಣಿಗೆಯಲ್ಲಿ ನೂರಾರು ಭಕ್ತರು ಪಾಲ್ಗೊಂಡಿದ್ದರು. ರಥೋತ್ಸವ ವೈಭವದಿಂದ ನಡೆಯಿತು. ಭಜನಾ ತಂಡಗಳು ಆಕರ್ಷಣೆಯ ಕೇಂದ್ರವಾಗಿದ್ದವು. (749, 1163, 845, 1200)
rain-photo (212, 521, 319, 601)
computer-story (16, 357, 416, 987)
elephant-col-4: ಕಾರ್ಯಕ್ರಮದಲ್ಲಿ ಅವರಿಗೆ ಸ್ಮರಣಿಕೆ ನೀಡಿ ಗೌರವಿಸಲಾಯಿತು. ಸಹೋದ್ಯೋಗಿಗಳು ತಮ್ಮ ಅನುಭವಗಳನ್ನು ಹಂಚಿಕೊಂಡರು. (621, 514, 851, 522)
